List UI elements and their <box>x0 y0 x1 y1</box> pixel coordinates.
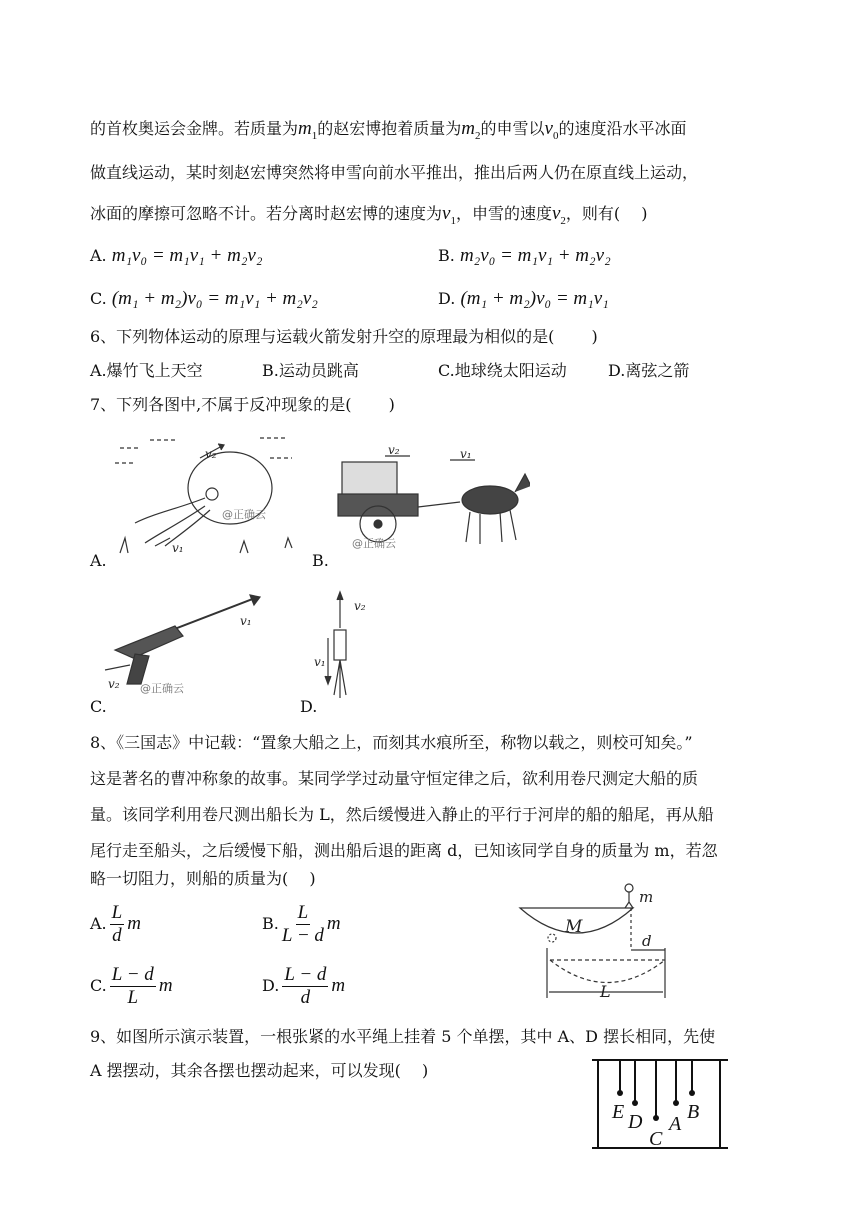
svg-text:E: E <box>612 1101 625 1123</box>
q5-line-3: 冰面的摩擦可忽略不计。若分离时赵宏博的速度为$v_1$，申雪的速度$v_2$，则有( ) <box>90 203 648 227</box>
q9-line-2: A 摆摆动，其余各摆也摆动起来，可以发现( ) <box>90 1061 429 1080</box>
svg-text:B: B <box>687 1101 700 1123</box>
q6-option-d[interactable]: D.离弦之箭 <box>608 361 690 380</box>
q7-option-c[interactable]: C. <box>90 697 107 716</box>
cart-figure <box>330 432 530 557</box>
q6-option-a[interactable]: A.爆竹飞上天空 <box>90 361 203 380</box>
q6-option-c[interactable]: C.地球绕太阳运动 <box>438 361 567 380</box>
q8-option-d[interactable]: D. $\frac{L - d}{d}$ m <box>262 964 346 1008</box>
q7-stem: 7、下列各图中,不属于反冲现象的是( ) <box>90 395 395 414</box>
q6-stem: 6、下列物体运动的原理与运载火箭发射升空的原理最为相似的是( ) <box>90 327 598 346</box>
pendulum-figure <box>590 1048 730 1158</box>
squid-figure <box>110 428 300 558</box>
svg-text:v₂: v₂ <box>354 599 366 613</box>
svg-text:v₁: v₁ <box>240 614 252 628</box>
q8-line-1: 8、《三国志》中记载：“置象大船之上，而刻其水痕所至，称物以载之，则校可知矣。” <box>90 733 693 752</box>
svg-text:v₂: v₂ <box>388 443 400 457</box>
rocket-figure <box>310 588 380 703</box>
svg-text:A: A <box>669 1113 682 1135</box>
q8-option-a[interactable]: A. $\frac{L}{d}$ m <box>90 902 141 946</box>
q9-line-1: 9、如图所示演示装置，一根张紧的水平绳上挂着 5 个单摆，其中 A、D 摆长相同，先使 <box>90 1027 716 1046</box>
q8-line-3: 量。该同学利用卷尺测出船长为 L，然后缓慢进入静止的平行于河岸的船的船尾，再从船 <box>90 805 714 824</box>
svg-text:@正确云: @正确云 <box>352 537 396 550</box>
q6-option-b[interactable]: B.运动员跳高 <box>262 361 359 380</box>
svg-text:v₂: v₂ <box>108 677 120 691</box>
q5-option-d[interactable]: D. (m₁ + m₂)v₀ = m₁v₁ <box>438 288 609 309</box>
svg-text:L: L <box>600 982 611 1001</box>
svg-text:m: m <box>639 888 654 906</box>
gun-figure <box>100 590 270 700</box>
boat-figure <box>515 880 690 1002</box>
svg-text:v₂: v₂ <box>205 447 217 461</box>
q5-line-1: 的首枚奥运会金牌。若质量为$m_1$的赵宏博抱着质量为$m_2$的申雪以$v_0$的速度沿水平冰面 <box>90 118 687 142</box>
q5-option-a[interactable]: A. m₁v₀ = m₁v₁ + m₂v₂ <box>90 245 263 266</box>
q7-option-d[interactable]: D. <box>300 697 318 716</box>
q8-option-b[interactable]: B. $\frac{L}{L - d}$ m <box>262 902 341 946</box>
q5-line-2: 做直线运动，某时刻赵宏博突然将申雪向前水平推出，推出后两人仍在原直线上运动， <box>90 163 699 182</box>
q8-line-4: 尾行走至船头，之后缓慢下船，测出船后退的距离 d，已知该同学自身的质量为 m，若忽 <box>90 841 718 860</box>
svg-text:v₁: v₁ <box>314 655 326 669</box>
svg-text:@正确云: @正确云 <box>222 508 266 521</box>
svg-text:d: d <box>642 932 652 950</box>
svg-text:M: M <box>565 917 583 937</box>
svg-text:v₁: v₁ <box>172 541 184 555</box>
svg-text:@正确云: @正确云 <box>140 682 184 695</box>
svg-text:v₁: v₁ <box>460 447 472 461</box>
q5-option-b[interactable]: B. m₂v₀ = m₁v₁ + m₂v₂ <box>438 245 611 266</box>
q5-option-c[interactable]: C. (m₁ + m₂)v₀ = m₁v₁ + m₂v₂ <box>90 288 318 309</box>
q7-option-a[interactable]: A. <box>90 551 107 570</box>
q7-option-b[interactable]: B. <box>312 551 329 570</box>
q8-option-c[interactable]: C. $\frac{L - d}{L}$ m <box>90 964 173 1008</box>
q8-line-2: 这是著名的曹冲称象的故事。某同学学过动量守恒定律之后，欲利用卷尺测定大船的质 <box>90 769 699 788</box>
svg-text:C: C <box>649 1128 663 1150</box>
svg-text:D: D <box>628 1111 643 1133</box>
q8-line-5: 略一切阻力，则船的质量为( ) <box>90 869 316 888</box>
